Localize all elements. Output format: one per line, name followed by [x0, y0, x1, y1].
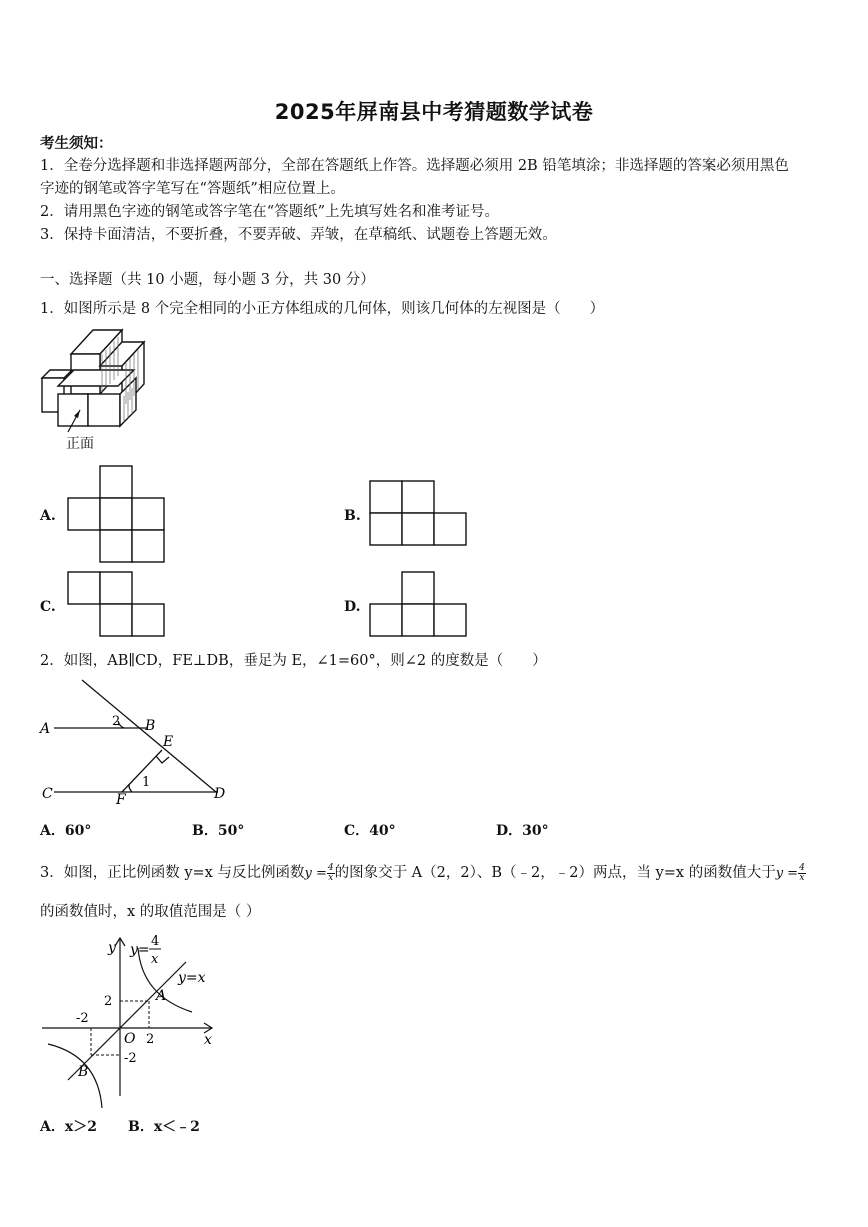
q3-hyperbola-label-den: x [151, 952, 159, 967]
q3-tick-y-neg2: -2 [124, 1051, 137, 1066]
q3-hyperbola-label-lhs: y= [130, 942, 150, 958]
q3-function-graph [38, 930, 228, 1102]
q2-angle-1: 1 [142, 775, 151, 790]
q2-angle-2: 2 [112, 714, 121, 729]
question-3-stem [40, 861, 806, 883]
q3-x-axis-label: x [204, 1032, 212, 1048]
q3-frac-lhs-2: y = [775, 866, 799, 881]
q3-line-label: y=x [178, 970, 206, 986]
q3-tick-x-neg2: -2 [76, 1011, 89, 1026]
q2-point-f: F [116, 792, 126, 808]
q3-tick-x-2: 2 [146, 1032, 155, 1047]
q3-option-a[interactable]: A．x＞2 [40, 1119, 97, 1135]
notice-item-3: 3．保持卡面清洁，不要折叠，不要弄破、弄皱，在草稿纸、试题卷上答题无效。 [40, 227, 557, 243]
notice-item-2: 2．请用黑色字迹的钢笔或答字笔在“答题纸”上先填写姓名和准考证号。 [40, 204, 500, 220]
q1-option-a-label[interactable]: A. [40, 508, 56, 524]
q3-tick-y-2: 2 [104, 994, 113, 1009]
q3-frac-lhs-1: y = [304, 866, 327, 881]
section-heading: 一、选择题（共 10 小题，每小题 3 分，共 30 分） [40, 272, 375, 288]
q3-point-a: A [156, 988, 167, 1004]
q3-option-b[interactable]: B．x＜﹣2 [128, 1119, 200, 1135]
q2-option-c[interactable]: C．40° [344, 823, 396, 839]
q1-option-b-label[interactable]: B. [344, 508, 361, 524]
q3-frac-den-2: x [799, 872, 805, 883]
q2-point-c: C [42, 786, 53, 802]
q3-stem-part2: 的图象交于 A（2，2）、B（﹣2，﹣2）两点，当 y=x 的函数值大于 [334, 865, 776, 881]
q1-option-a-figure [66, 464, 168, 564]
page-title: 2025年屏南县中考猜题数学试卷 [274, 100, 594, 124]
q2-option-d[interactable]: D．30° [496, 823, 549, 839]
q1-option-d-label[interactable]: D. [344, 599, 361, 615]
q2-point-d: D [214, 786, 226, 802]
q3-frac-den-1: x [328, 872, 334, 883]
q3-point-b: B [78, 1064, 89, 1080]
q3-origin-label: O [124, 1031, 136, 1047]
q1-option-c-figure [66, 570, 168, 640]
question-2-stem: 2．如图，AB∥CD，FE⊥DB，垂足为 E，∠1=60°，则∠2 的度数是（ ） [40, 653, 547, 669]
q2-geometry-figure [38, 676, 238, 810]
notice-item-1: 1．全卷分选择题和非选择题两部分，全部在答题纸上作答。选择题必须用 2B 铅笔填涂；非选择题的答案必须用黑色 [40, 158, 789, 174]
q2-point-b: B [145, 718, 156, 734]
q2-option-a[interactable]: A．60° [40, 823, 92, 839]
q2-option-b[interactable]: B．50° [192, 823, 245, 839]
question-3-stem-line2: 的函数值时，x 的取值范围是（ ） [40, 904, 261, 920]
q1-option-c-label[interactable]: C. [40, 599, 56, 615]
q3-stem-part1: 3．如图，正比例函数 y=x 与反比例函数 [40, 865, 305, 881]
q3-frac-num-2: 4 [799, 862, 805, 873]
q3-y-axis-label: y [108, 940, 116, 956]
q3-frac-num-1: 4 [327, 862, 334, 873]
q2-point-a: A [40, 721, 51, 737]
notice-item-1-cont: 字迹的钢笔或答字笔写在“答题纸”相应位置上。 [40, 181, 345, 197]
q1-option-b-figure [368, 479, 470, 549]
q3-fraction-1 [327, 864, 335, 883]
q3-fraction-2 [798, 864, 806, 883]
notice-heading: 考生须知： [40, 135, 113, 152]
q1-front-label: 正面 [66, 436, 94, 452]
q3-hyperbola-label-num: 4 [151, 934, 160, 949]
q1-option-d-figure [368, 570, 470, 640]
q2-point-e: E [163, 734, 174, 750]
question-1-stem: 1．如图所示是 8 个完全相同的小正方体组成的几何体，则该几何体的左视图是（ ） [40, 301, 605, 317]
